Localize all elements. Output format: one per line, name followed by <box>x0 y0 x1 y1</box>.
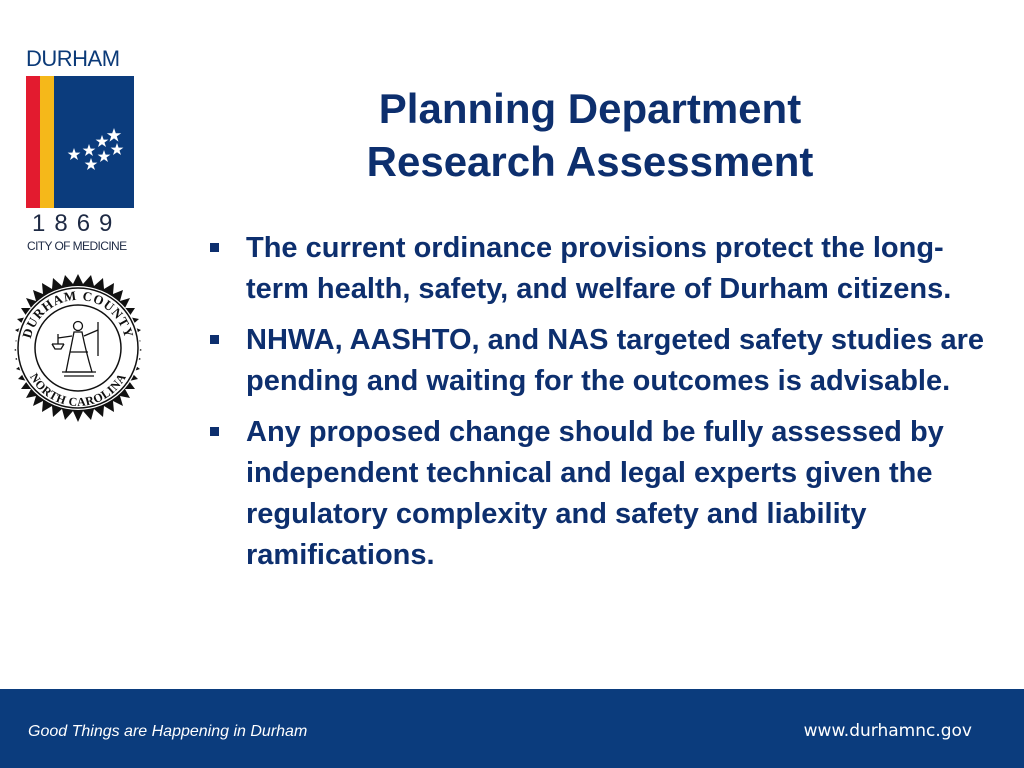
slide-title-line-1: Planning Department <box>378 85 802 132</box>
bullet-text: NHWA, AASHTO, and NAS targeted safety studies are pending and waiting for the outcomes is advisable. <box>246 324 985 397</box>
durham-flag-stars-icon <box>26 76 134 208</box>
slide-title <box>330 82 850 188</box>
city-name: DURHAM <box>26 46 120 71</box>
bullet-item <box>208 320 998 402</box>
city-tagline: CITY OF MEDICINE <box>27 239 127 253</box>
seal-top-text: DURHAM COUNTY <box>19 287 137 340</box>
footer-bar <box>0 689 1024 768</box>
footer-website-link[interactable]: www.durhamnc.gov <box>803 721 972 741</box>
bullet-text: The current ordinance provisions protect the long-term health, safety, and welfare of Durham citizens. <box>246 232 952 305</box>
city-of-durham-logo <box>22 46 140 258</box>
slide-title-line-2: Research Assessment <box>366 138 814 185</box>
square-bullet-icon <box>210 243 219 252</box>
founding-year: 1869 <box>32 210 122 237</box>
square-bullet-icon <box>210 427 219 436</box>
footer-tagline: Good Things are Happening in Durham <box>28 723 308 740</box>
bullet-list <box>208 228 998 586</box>
bullet-text: Any proposed change should be fully assessed by independent technical and legal experts given the regulatory complexity and safety and liability ramifications. <box>246 416 944 571</box>
durham-county-seal <box>2 272 154 424</box>
seal-bottom-text: NORTH CAROLINA <box>27 370 129 410</box>
square-bullet-icon <box>210 335 219 344</box>
bullet-item <box>208 412 998 576</box>
bullet-item <box>208 228 998 310</box>
